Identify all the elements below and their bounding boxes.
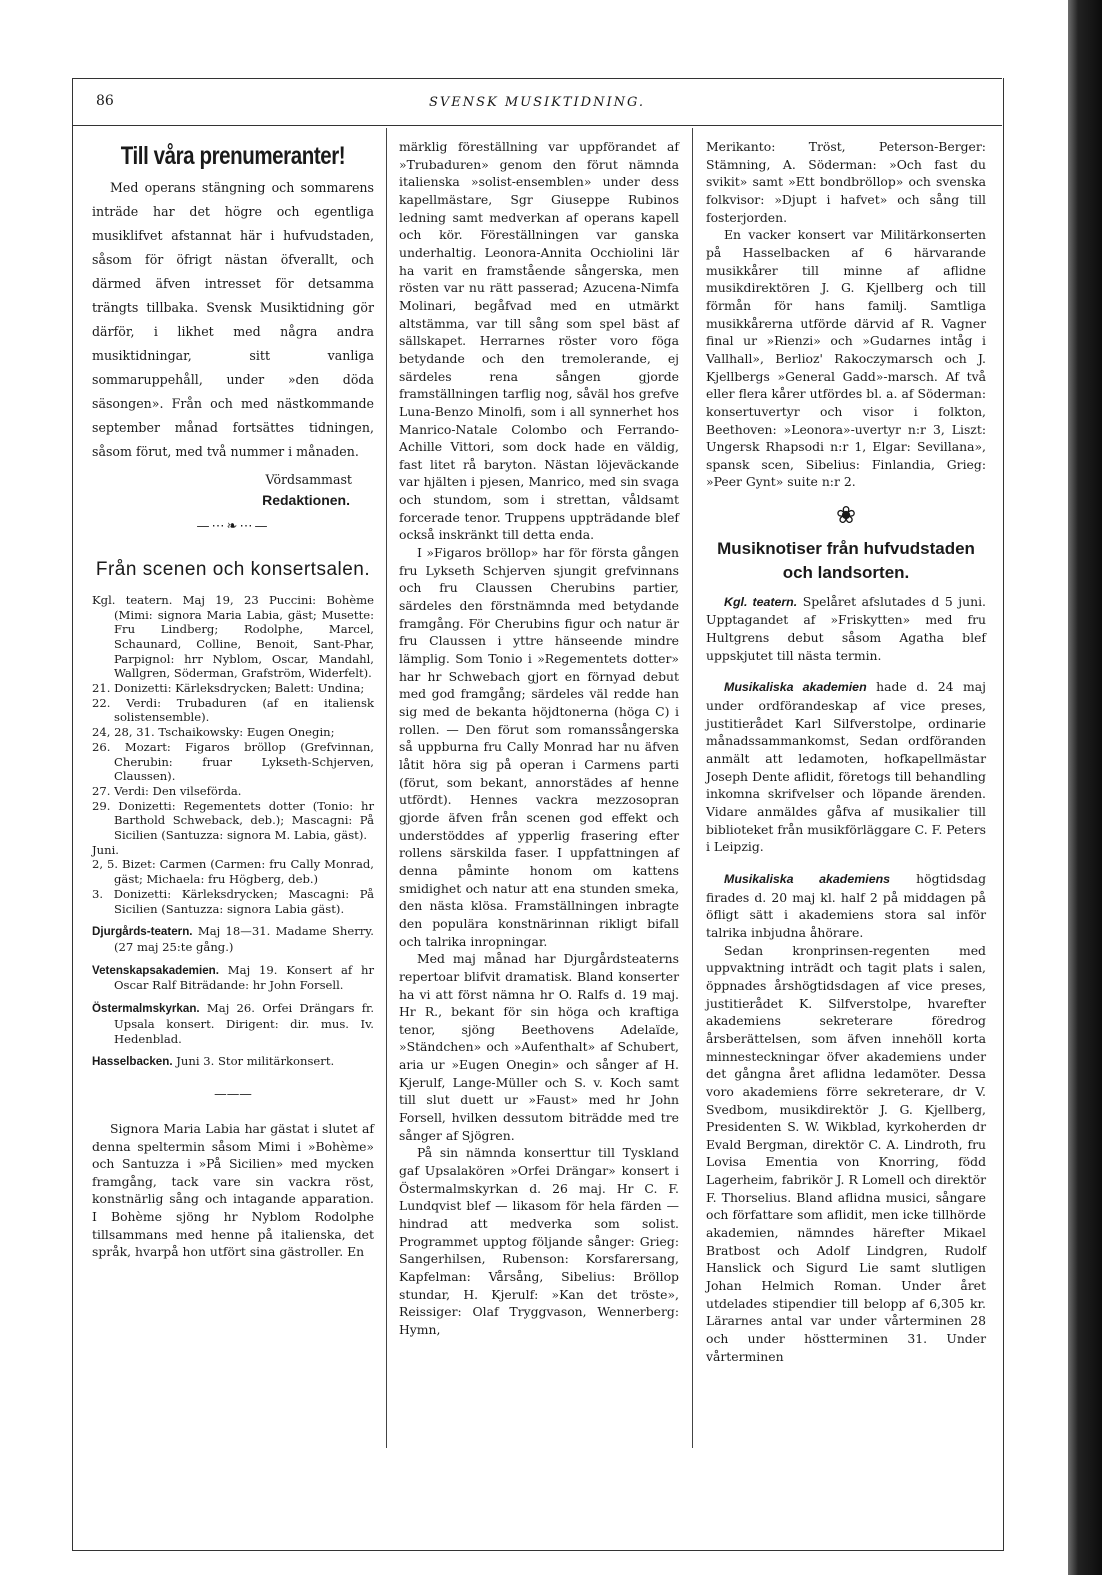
note-text: Spelåret afslutades d 5 juni. Upptagandet af »Friskytten» med fru Hultgrens debut såsom Agatha blef uppskjutet till nästa termin. xyxy=(706,593,986,663)
note-text: högtidsdag firades d. 20 maj kl. half 2 på middagen på öfligt sätt i akademiens stora sal inför talrika inbjudna åhörare. xyxy=(706,870,986,940)
venue-name: Vetenskapsakademien. xyxy=(92,963,219,977)
body-paragraph: En vacker konsert var Militärkonserten på Hasselbacken af 6 härvarande musikkårer till minne af aflidne musikdirektören J. G. Kjellberg och till förmån för hans familj. Samtliga musikkårerna utförde därvid af R. Vagner final ur »Rienzi» och »Gudarnes intåg i Vallhall», Berlioz' Rakoczymarsch och J. Kjellbergs »General Gadd»-marsch. Af två eller flera kårer utfördes bl. a. af Söderman: konsertuvertyr och visor i folkton, Beethoven: »Leonora»-uvertyr n:r 3, Liszt: Ungersk Rhapsodi n:r 1, Elgar: Sevillana», spansk scen, Sibelius: Finlandia, Grieg: »Peer Gynt» suite n:r 2. xyxy=(706,227,986,490)
repertoire-entry: 24, 28, 31. Tschaikowsky: Eugen Onegin; xyxy=(92,725,335,740)
page-edge-shadow xyxy=(1068,0,1102,1575)
body-paragraph: På sin nämnda konserttur till Tyskland gaf Upsalakören »Orfei Drängar» konsert i Östermalmskyrkan d. 26 maj. Hr C. F. Lundqvist blef — likasom för hela färden — hindrad att medverka som solist. Programmet upptog följande sånger: Grieg: Sangerhilsen, Rubenson: Korsfarersang, Kapfelman: Vårsång, Sibelius: Bröllop stundar, H. Kjerulf: »Kan det tröste», Reissiger: Olaf Tryggvason, Wennerberg: Hymn, xyxy=(399,1145,679,1337)
repertoire-entry: 27. Verdi: Den vilseförda. xyxy=(92,783,242,798)
column-1 xyxy=(92,138,374,1261)
note-entry xyxy=(706,593,986,665)
note-heading: Musikaliska akademiens xyxy=(724,871,891,886)
flower-ornament-icon: ❀ xyxy=(835,501,857,530)
note-entry xyxy=(706,870,986,942)
repertoire-entry: 29. Donizetti: Regementets dotter (Tonio: hr Barthold Schweback, deb.); Mascagni: På Sicilien (Santuzza: signora M. Labia, gäst). xyxy=(92,798,374,843)
venue-name: Hasselbacken. xyxy=(92,1055,173,1069)
note-entry xyxy=(706,678,986,856)
repertoire-entry: Juni. xyxy=(92,842,119,857)
venue-name: Djurgårds-teatern. xyxy=(92,925,193,939)
note-heading: Musikaliska akademien xyxy=(724,680,867,695)
body-paragraph: Med maj månad har Djurgårdsteaterns repertoar blifvit dramatisk. Bland konserter ha vi att först nämna hr O. Ralfs d. 19 maj. Hr R., bekant för sin höga och kraftiga tenor, sjöng Beethovens Adelaïde, »Ständchen» och »Aufenthalt» af Schubert, aria ur »Eugen Onegin» och sånger af H. Kjerulf, Lange-Müller och S. v. Koch samt till slut duett ur »Faust» med hr John Forsell, hvilken dessutom biträdde med tre sånger af Sjögren. xyxy=(399,951,679,1143)
journal-title: SVENSK MUSIKTIDNING. xyxy=(428,95,646,110)
ornament-divider: —⋯❧⋯— xyxy=(196,518,270,534)
paragraph-labia: Signora Maria Labia har gästat i slutet af denna speltermin såsom Mimi i »Bohème» och Santuzza i »På Sicilien» med mycken framgång, tack vare sin vackra röst, konstnärlig sång och intagande apparation. I Bohème sjöng hr Nyblom Rodolphe tillsammans med henne på italienska, det språk, hvarpå hon utfört sina gästroller. En xyxy=(92,1121,374,1260)
repertoire-entry: 26. Mozart: Figaros bröllop (Grefvinnan, Cherubin: fruar Lykseth-Schjerven, Claussen). xyxy=(92,739,374,784)
body-paragraph: Merikanto: Tröst, Peterson-Berger: Stämning, A. Söderman: »Och fast du svikit» samt »Ett bondbröllop» och svenska folkvisor: »Djupt i hafvet» och sång till fosterjorden. xyxy=(706,139,986,225)
running-header xyxy=(72,78,1002,126)
body-paragraph: Sedan kronprinsen-regenten med uppvaktning inträdt och tagit plats i salen, öppnades årshögtidsdagen af vice preses, justitierådet K. Silfverstolpe, hvarefter akademiens sekreterare föredrog årsberättelsen, som äfven innehöll korta minnesteckningar öfver akademiens under det gångna året aflidna ledamöter. Dessa voro akademiens förre sekreterare, dr V. Svedbom, musikdirektör J. G. Kjellberg, Presidenten S. W. Wikblad, kyrkoherden dr Evald Bergman, direktör C. A. Lindroth, fru Lovisa Ementia von Knorring, född Lagerheim, fabrikör J. R Lomell och direktör F. Thorselius. Bland aflidna musici, sångare och författare som aflidit, men icke tillhörde akademien, nämndes härefter Mikael Bratbost och Adolf Lindgren, Rudolf Hanslick och Sigurd Lie samt slutligen Johan Helmich Roman. Under året utdelades stipendier till belopp af 6,305 kr. Lärarnes antal var under vårterminen 28 och under höstterminen 31. Under vårterminen xyxy=(706,942,986,1364)
page-number: 86 xyxy=(96,93,114,109)
section-title-scenen: Från scenen och konsertsalen. xyxy=(95,558,371,580)
notice-signature-line-2: Redaktionen. xyxy=(262,492,350,509)
event-entry: Östermalmskyrkan. Maj 26. Orfei Drängars fr. Upsala konsert. Dirigent: dir. mus. Iv. Hedenblad. xyxy=(92,1001,374,1046)
venue-name: Östermalmskyrkan. xyxy=(92,1002,200,1016)
notice-signature-line-1: Vördsammast xyxy=(265,472,352,488)
repertoire-entry: 2, 5. Bizet: Carmen (Carmen: fru Cally Monrad, gäst; Michaela: fru Högberg, deb.) xyxy=(92,857,374,887)
note-text: hade d. 24 maj under ordförandeskap af vice preses, justitierådet Karl Silfverstolpe, ordinarie månadssammankomst, Sedan ordföranden anmält att ledamoten, hofkapellmästar Joseph Dente aflidit, företogs till behandling inkomna skrifvelser och löpande ärenden. Vidare anmäldes gåfva af musikalier till biblioteket från musikförläggare C. F. Peters i Leipzig. xyxy=(706,679,986,855)
column-rule-1 xyxy=(386,128,387,1448)
column-3 xyxy=(706,138,986,1365)
event-entry: Hasselbacken. Juni 3. Stor militärkonsert. xyxy=(92,1054,335,1069)
event-entry: Djurgårds-teatern. Maj 18—31. Madame Sherry. (27 maj 25:te gång.) xyxy=(92,924,374,954)
body-paragraph: I »Figaros bröllop» har för första gången fru Lykseth Schjerven sjungit grefvinnans och fru Claussen Cherubins partier, särdeles den förstnämnda med betydande framgång. För Cherubins figur och natur är fru Claussen i yttre hänseende mindre lämplig. Som Tonio i »Regementets dotter» har hr Schwebach gjort en förnyad debut med god framgång; särdeles väl redde han sig med de bekanta höjdtonerna (höga C) i rollen. — Den förut som romanssångerska så uppburna fru Cally Monrad har nu äfven låtit höra sig på operan i Carmens parti (förut, som bekant, annorstädes af henne utfördt). Hennes vackra mezzosopran gjorde äfven från scenen god effekt och understöddes af ypperlig frasering efter rollens särskilda faser. I uppfattningen af denna påminte honom om kattens smidighet och natur att ena stunden smeka, den nästa klösa. Framställningen inbragte den populära konstnärinnan rikligt bifall och talrika inropningar. xyxy=(399,545,679,949)
section-title-musiknotiser: Musiknotiser från hufvudstaden och landsorten. xyxy=(717,538,975,582)
repertoire-entry: Kgl. teatern. Maj 19, 23 Puccini: Bohème (Mimi: signora Maria Labia, gäst; Musette: Fru Lindberg; Rodolphe, Marcel, Schaunard, Colline, Benoit, Sant-Phar, Parpignol: hrr Nyblom, Oscar, Mandahl, Wallgren, Söderman, Grafström, Widerfelt). xyxy=(92,592,374,681)
repertoire-entry: 22. Verdi: Trubaduren (af en italiensk solistensemble). xyxy=(92,695,374,725)
notice-title: Till våra prenumeranter! xyxy=(120,142,346,170)
short-separator: ——— xyxy=(214,1085,252,1101)
repertoire-entry: 3. Donizetti: Kärleksdrycken; Mascagni: På Sicilien (Santuzza: signora Labia gäst). xyxy=(92,886,374,916)
note-heading: Kgl. teatern. xyxy=(724,594,798,609)
repertoire-list xyxy=(92,593,374,1070)
column-2 xyxy=(399,138,679,1339)
column-rule-2 xyxy=(692,128,693,1448)
notice-body: Med operans stängning och sommarens inträde har det högre och egentliga musiklifvet afstannat här i hufvudstaden, såsom för öfrigt nästan öfverallt, och därmed äfven intresset för detsamma trängts tillbaka. Svensk Musiktidning gör därför, i likhet med några andra musiktidningar, sitt vanliga sommaruppehåll, under »den döda säsongen». Från och med nästkommande september månad fortsättes tidningen, såsom förut, med två nummer i månaden. xyxy=(92,180,374,460)
repertoire-entry: 21. Donizetti: Kärleksdrycken; Balett: Undina; xyxy=(92,681,365,696)
event-entry: Vetenskapsakademien. Maj 19. Konsert af hr Oscar Ralf Biträdande: hr John Forsell. xyxy=(92,962,374,993)
body-paragraph: märklig föreställning var uppförandet af »Trubaduren» genom den förut nämnda italienska »solist-ensemblen» under dess kapellmästare, Sgr Giuseppe Rubinos ledning samt medverkan af operans kapell och kör. Föreställningen var ganska underhaltig. Leonora-Annita Occhiolini lär ha varit en framstående sångerska, men rösten var nu rätt passerad; Azucena-Nimfa Molinari, begåfvad med en utmärkt altstämma, var till sång som spel bäst af sällskapet. Herrarnes röster voro föga betydande och den tremolerande, ej särdeles rena sången gjorde framställningen tarflig nog, såväl hos grefve Luna-Benzo Minolfi, som i all synnerhet hos Manrico-Natale Colombo och Ferrando-Achille Vittori, som dock hade en väldig, fast litet rå baryton. Nästan löjeväckande var hjälten i pjesen, Manrico, med sin svaga och stundom, som i strettan, våldsamt forcerade tenor. Truppens uppträdande blef också inskränkt till detta enda. xyxy=(399,139,679,543)
